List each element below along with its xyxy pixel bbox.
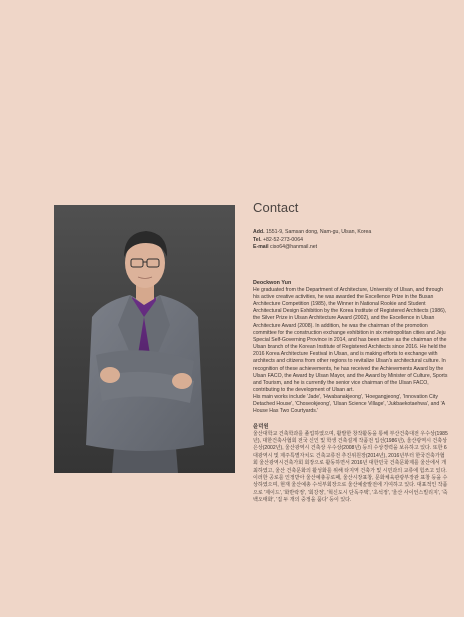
portrait-photo xyxy=(54,205,235,473)
name-korean: 윤덕원 xyxy=(253,423,269,430)
address-line xyxy=(253,229,449,237)
biography-korean: 울산대학교 건축학과를 졸업하였으며, 활발한 창작활동을 통해 부산건축대전 우수상(1985년), 대한건축사협회 전국 신인 및 학생 건축설계 작품전 입선(1986년), 울산광역시 건축상 은상(2002년), 울산광역시 건축상 우수상(2008년) 등의 수상경력을 보유하고 있다. 또한 6대광역시 및 제주특별자치도 건축교류전 추진위원장(2014년), 2016년부터 한국건축가협회 울산광역시건축가회 회장으로 활동하면서 2016년 대한민국 건축문화제를 울산에서 개최하였고, 울산 건축문화의 활성화를 위해 타지역 건축가 및 시민과의 교류에 힘쓰고 있다. 이러한 공로를 인정받아 울산예총공로패, 울산시장표창, 문화체육관광부장관 표창 등을 수상하였으며, 현재 울산예총 수석부회장으로 울산예술발전에 기여하고 있다. 대표적인 작품으로 '제이드', '화반락정', '회강정', '혁신도시 단독주택', '초석정', '울산 사이언스빌리지', '죽백오태화', '집 두 개의 중정을 품다' 등이 있다. xyxy=(253,430,448,504)
main-works-english: His main works include 'Jade', 'Hwabanakjeong', 'Hoegangjeong', 'Innovation City Detached House', 'Choseokjeong', 'Ulsan Science Village', 'Jukbaekotaehwa', and 'A House Has Two Courtyards.' xyxy=(253,394,445,415)
address-value: 1551-9, Samsan dong, Nam-gu, Ulsan, Korea xyxy=(265,229,372,235)
telephone-label: Tel. xyxy=(253,236,262,243)
address-label: Add. xyxy=(253,229,265,235)
biography-english: He graduated from the Department of Architecture, University of Ulsan, and through his active creative activities, he was awarded the Excellence Prize in the Busan Architecture Competition (1985), the Winner in National Rookie and Student Architectural Design Exhibition by the Korea Institute of Registered Architects (1986), the Silver Prize in Ulsan Architecture Award (2002), and the Excellence in Ulsan Architecture Award (2008). In addition, he was the chairman of the promotion committee for the construction exchange exhibition in six metropolitan cities and Jeju Special Self-Governing Province in 2014, and has been active as the chairman of the Ulsan branch of the Korean Institute of Registered Architects since 2016. He held the 2016 Korea Architecture Festival in Ulsan, and is making efforts to exchange with architects and citizens from other regions to revitalize Ulsan's architectural culture. In recognition of these achievements, he has received the Achievements Award by the Ulsan FACO, the Award by Ulsan Mayor, and the Award by Minister of Culture, Sports and Tourism, and he is currently the senior vice chairman of the Ulsan FACO, contributing to the development of Ulsan art. xyxy=(253,286,448,393)
email-value: ciso64@hanmail.net xyxy=(270,244,318,251)
email-label: E-mail xyxy=(253,244,269,251)
name-english: Deockwon Yun xyxy=(253,279,292,286)
profile-content xyxy=(253,200,449,505)
email-line xyxy=(253,244,449,252)
contact-info xyxy=(253,229,449,252)
section-title: Contact xyxy=(253,200,299,215)
telephone-value: +82-52-273-0064 xyxy=(263,236,303,243)
telephone-line xyxy=(253,237,449,245)
